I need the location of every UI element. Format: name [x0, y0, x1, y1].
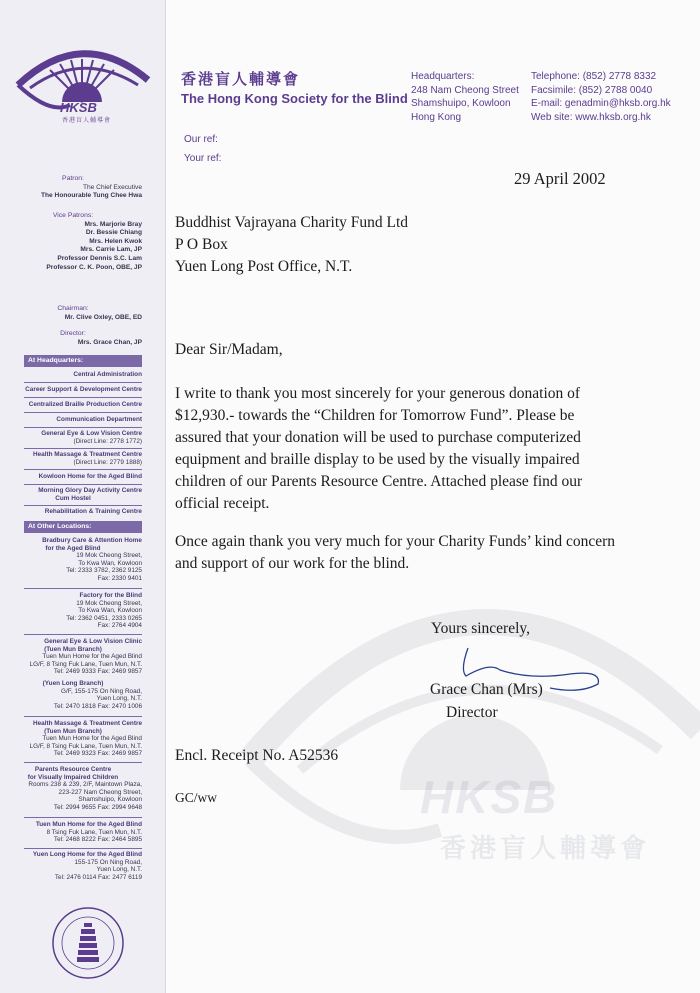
tm-massage-entry: Health Massage & Treatment Centre (Tuen Mun Branch) Tuen Mun Home for the Aged Blind LG/F, 8 Tsing Fuk Lane, Tuen Mun, N.T. Tel: 2469 9323 Fax: 2469 9857: [29, 720, 142, 758]
yl-home-entry: Yuen Long Home for the Aged Blind 155-175 On Ning Road, Yuen Long, N.T. Tel: 2476 0114 Fax: 2477 6119: [32, 851, 142, 881]
massage-centre-entry: Health Massage & Treatment Centre (Direct Line: 2779 1888): [32, 451, 142, 466]
divider: [24, 817, 142, 818]
facsimile: Facsimile: (852) 2788 0040: [531, 84, 653, 96]
kowloon-home-entry: Kowloon Home for the Aged Blind: [38, 473, 142, 480]
hq-unit: Centralized Braille Production Centre: [28, 401, 142, 408]
parents-centre-entry: Parents Resource Centre for Visually Impaired Children Rooms 238 & 239, 2/F, Maintown Plaza, 223-227 Nam Cheong Street, Shamshuipo, Kowloon Tel: 2994 9655 Fax: 2994 9648: [27, 766, 142, 811]
logo-chinese-subtext: 香港盲人輔導會: [62, 118, 112, 124]
hq-label: Headquarters:: [411, 71, 475, 82]
eye-centre-entry: General Eye & Low Vision Centre (Direct Line: 2778 1772): [41, 430, 142, 445]
director-name: Mrs. Grace Chan, JP: [77, 338, 142, 346]
hq-unit: Communication Department: [56, 416, 142, 423]
patron-name: The Honourable Tung Chee Hwa: [41, 192, 142, 200]
hq-unit: Career Support & Development Centre: [25, 386, 142, 393]
chairman-block: [4, 305, 142, 322]
salutation: Dear Sir/Madam,: [175, 341, 283, 358]
sidebar-divider: [165, 0, 166, 993]
vice-patron: Mrs. Helen Kwok: [89, 237, 142, 245]
body-paragraph: Once again thank you very much for your Charity Funds’ kind concern and support of our work for the blind.: [175, 533, 616, 572]
recipient-line: Buddhist Vajrayana Charity Fund Ltd: [175, 214, 409, 231]
your-ref-label: Your ref:: [184, 153, 222, 164]
logo-wordmark: HKSB: [60, 100, 97, 115]
divider: [24, 427, 142, 428]
director-block: [4, 330, 142, 347]
vice-patron: Professor Dennis S.C. Lam: [57, 254, 142, 262]
org-name-chinese: 香港盲人輔導會: [181, 71, 301, 88]
recipient-line: P O Box: [175, 236, 228, 253]
recipient-line: Yuen Long Post Office, N.T.: [175, 258, 353, 275]
divider: [24, 484, 142, 485]
signatory-title: Director: [446, 704, 498, 721]
reference-initials: GC/ww: [175, 790, 218, 805]
telephone: Telephone: (852) 2778 8332: [531, 71, 657, 82]
director-label: Director:: [60, 330, 86, 337]
website: Web site: www.hksb.org.hk: [531, 111, 651, 123]
body-paragraph: I write to thank you most sincerely for your generous donation of $12,930.- towards the “Children for Tomorrow Fund”. Please be assured that your donation will be used to purchase computerized equipment and braille display to be used by the visually impaired children of our Parents Resource Centre. Attached please find our official receipt.: [175, 385, 583, 512]
recipient-address: [175, 212, 408, 278]
signatory-name: Grace Chan (Mrs): [430, 681, 543, 698]
email: E-mail: genadmin@hksb.org.hk: [531, 98, 671, 109]
watermark-wordmark: HKSB: [420, 771, 559, 823]
divider: [24, 505, 142, 506]
morning-glory-entry: Morning Glory Day Activity Centre Cum Hostel: [38, 487, 142, 502]
org-name-english: The Hong Kong Society for the Blind: [181, 91, 408, 106]
other-locations-bar: At Other Locations:: [24, 521, 142, 533]
divider: [24, 412, 142, 413]
divider: [24, 469, 142, 470]
hq-unit: Central Administration: [73, 371, 142, 378]
hq-line: Hong Kong: [411, 111, 462, 123]
vice-patron: Mrs. Marjorie Bray: [84, 220, 142, 228]
divider: [24, 382, 142, 383]
chairman-name: Mr. Clive Oxley, OBE, ED: [64, 313, 142, 321]
divider: [24, 716, 142, 717]
contact-details: [531, 70, 671, 124]
patron-title: The Chief Executive: [82, 183, 142, 191]
enclosure-line: Encl. Receipt No. A52536: [175, 747, 339, 764]
our-ref-label: Our ref:: [184, 134, 218, 145]
divider: [24, 762, 142, 763]
divider: [24, 588, 142, 589]
divider: [24, 448, 142, 449]
hq-line: 248 Nam Cheong Street: [411, 84, 519, 96]
patron-label: Patron:: [62, 175, 84, 182]
vice-patron: Mrs. Carrie Lam, JP: [80, 246, 142, 254]
tm-home-entry: Tuen Mun Home for the Aged Blind 8 Tsing Fuk Lane, Tuen Mun, N.T. Tel: 2468 8222 Fax: 2464 5895: [35, 821, 142, 844]
divider: [24, 634, 142, 635]
watermark-chinese: 香港盲人輔導會: [440, 833, 651, 863]
rehab-entry: Rehabilitation & Training Centre: [44, 508, 142, 515]
community-chest-seal-icon: [50, 905, 126, 981]
hq-section-bar: At Headquarters:: [24, 355, 142, 367]
chairman-label: Chairman:: [57, 305, 89, 312]
hq-line: Shamshuipo, Kowloon: [411, 98, 511, 109]
tm-eye-clinic-entry: General Eye & Low Vision Clinic (Tuen Mun Branch) Tuen Mun Home for the Aged Blind LG/F, 8 Tsing Fuk Lane, Tuen Mun, N.T. Tel: 2469 9333 Fax: 2469 9857: [29, 638, 142, 676]
patron-block: [4, 175, 142, 201]
vice-patrons-block: [4, 212, 142, 272]
factory-entry: Factory for the Blind 19 Mok Cheong Street, To Kwa Wan, Kowloon Tel: 2362 0451, 2333 0265 Fax: 2764 4904: [66, 592, 142, 630]
vice-patrons-label: Vice Patrons:: [52, 212, 94, 219]
letter-date: 29 April 2002: [514, 169, 606, 188]
headquarters-address: [411, 70, 519, 124]
yl-branch-entry: (Yuen Long Branch) G/F, 155-175 On Ning Road, Yuen Long, N.T. Tel: 2470 1818 Fax: 2470 1006: [42, 680, 142, 710]
divider: [24, 848, 142, 849]
closing: Yours sincerely,: [431, 620, 531, 637]
vice-patron: Dr. Bessie Chiang: [85, 229, 142, 237]
vice-patron: Professor C. K. Poon, OBE, JP: [46, 263, 142, 271]
bradbury-entry: Bradbury Care & Attention Home for the Aged Blind 19 Mok Cheong Street, To Kwa Wan, Kowloon Tel: 2333 3782, 2362 9125 Fax: 2330 9401: [42, 537, 142, 582]
divider: [24, 397, 142, 398]
